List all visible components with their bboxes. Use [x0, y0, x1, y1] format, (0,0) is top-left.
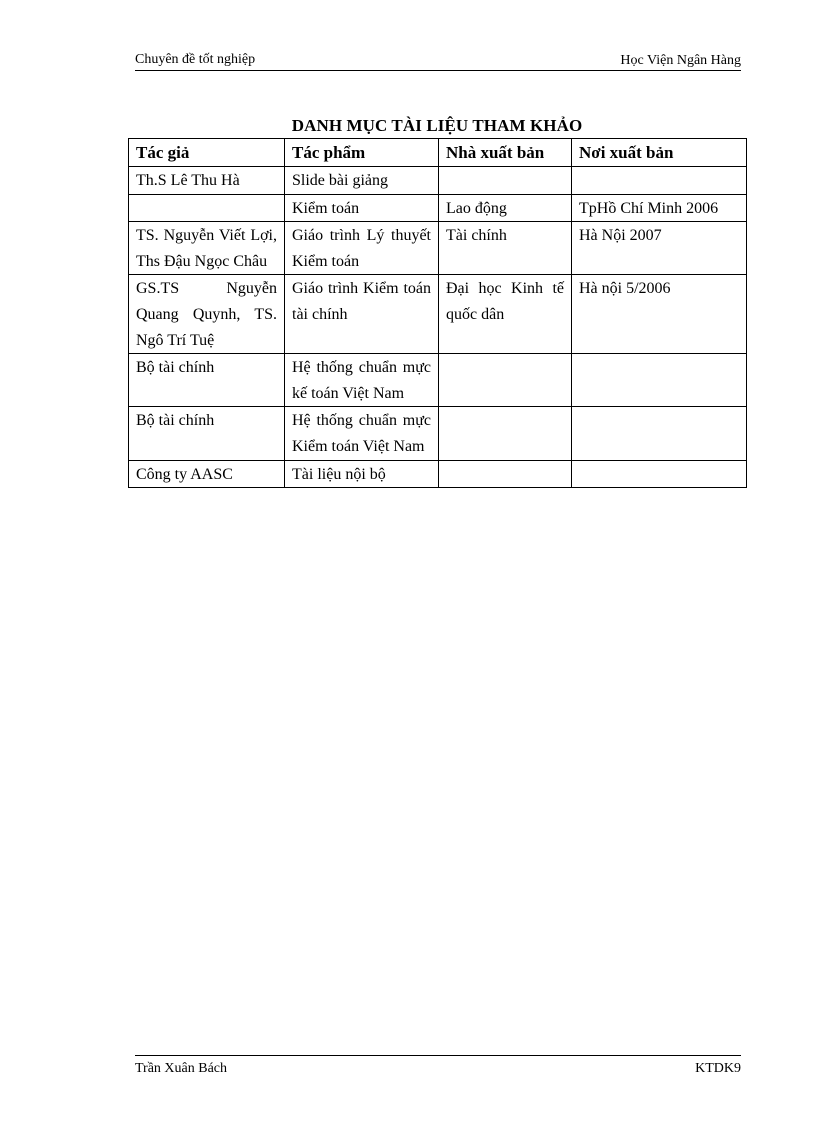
work-cell: Hệ thống chuẩn mực kế toán Việt Nam [285, 354, 439, 407]
publisher-cell: Đại học Kinh tế quốc dân [439, 275, 572, 354]
author-cell: Bộ tài chính [129, 407, 285, 460]
work-cell: Kiểm toán [285, 194, 439, 222]
author-cell [129, 194, 285, 222]
column-header-place: Nơi xuất bản [572, 139, 747, 167]
table-row [129, 460, 747, 488]
publisher-cell: Lao động [439, 194, 572, 222]
table-row [129, 354, 747, 407]
author-cell: TS. Nguyễn Viết Lợi, Ths Đậu Ngọc Châu [129, 222, 285, 275]
page-title: DANH MỤC TÀI LIỆU THAM KHẢO [291, 116, 583, 135]
publisher-cell [439, 167, 572, 195]
work-cell: Giáo trình Lý thuyết Kiểm toán [285, 222, 439, 275]
publisher-cell [439, 407, 572, 460]
page-header [135, 50, 741, 71]
table-row [129, 167, 747, 195]
work-cell: Slide bài giảng [285, 167, 439, 195]
table-row [129, 275, 747, 354]
author-cell: Công ty AASC [129, 460, 285, 488]
place-cell: Hà Nội 2007 [572, 222, 747, 275]
work-cell: Giáo trình Kiểm toán tài chính [285, 275, 439, 354]
table-row [129, 407, 747, 460]
header-thesis-label: Chuyên đề tốt nghiệp [135, 52, 256, 67]
footer-author-name: Trần Xuân Bách [135, 1061, 228, 1076]
author-cell: Bộ tài chính [129, 354, 285, 407]
work-cell: Tài liệu nội bộ [285, 460, 439, 488]
publisher-cell: Tài chính [439, 222, 572, 275]
place-cell [572, 167, 747, 195]
place-cell: Hà nội 5/2006 [572, 275, 747, 354]
work-cell: Hệ thống chuẩn mực Kiểm toán Việt Nam [285, 407, 439, 460]
author-cell: Th.S Lê Thu Hà [129, 167, 285, 195]
place-cell: TpHồ Chí Minh 2006 [572, 194, 747, 222]
author-cell: GS.TS Nguyễn Quang Quynh, TS. Ngô Trí Tuệ [129, 275, 285, 354]
publisher-cell [439, 460, 572, 488]
place-cell [572, 354, 747, 407]
table-header-row [129, 139, 747, 167]
page-footer [135, 1055, 741, 1078]
footer-class-code: KTDK9 [695, 1061, 741, 1076]
table-row [129, 222, 747, 275]
column-header-work: Tác phẩm [285, 139, 439, 167]
publisher-cell [439, 354, 572, 407]
place-cell [572, 460, 747, 488]
column-header-author: Tác giả [129, 139, 285, 167]
header-institution-label: Học Viện Ngân Hàng [620, 53, 741, 68]
place-cell [572, 407, 747, 460]
table-row [129, 194, 747, 222]
references-table [128, 138, 747, 488]
column-header-publisher: Nhà xuất bản [439, 139, 572, 167]
